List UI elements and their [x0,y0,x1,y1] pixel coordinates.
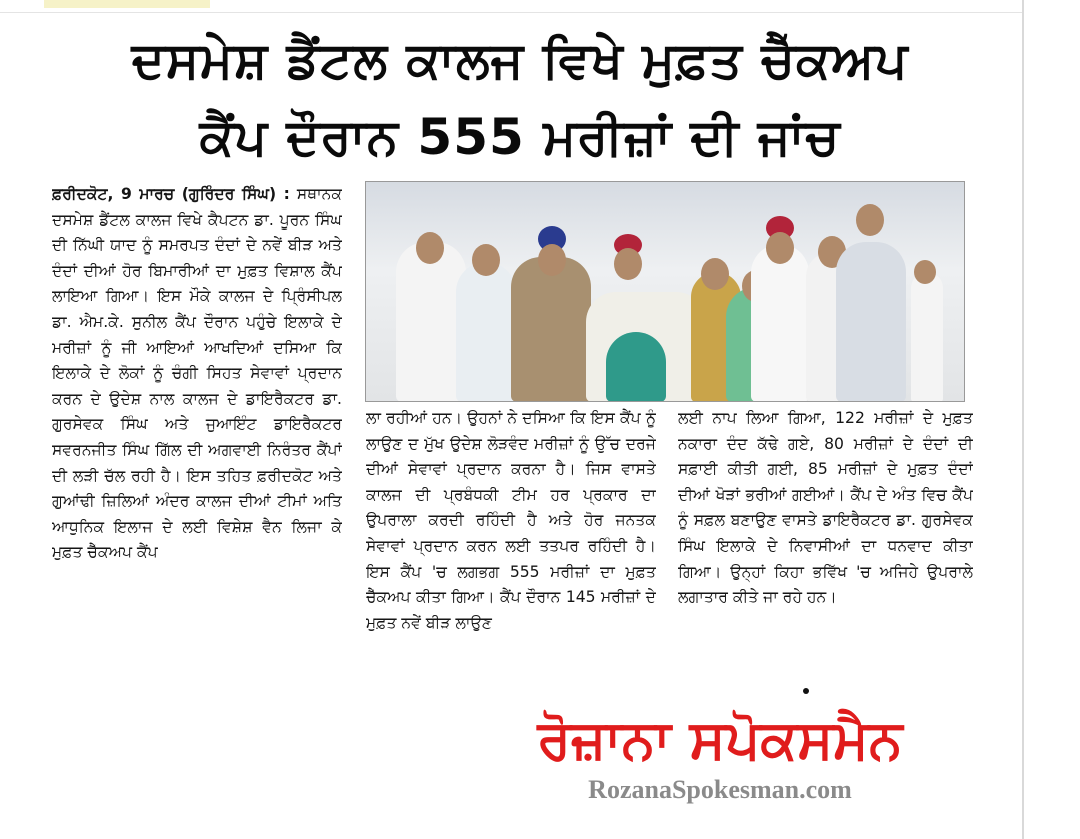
photo-head [766,232,794,264]
photo-patient [606,332,666,402]
headline-line-1: ਦਸਮੇਸ਼ ਡੈਂਟਲ ਕਾਲਜ ਵਿਖੇ ਮੁਫ਼ਤ ਚੈੱਕਅਪ [131,31,909,89]
article-column-2: ਲਾ ਰਹੀਆਂ ਹਨ। ਉਹਨਾਂ ਨੇ ਦਸਿਆ ਕਿ ਇਸ ਕੈਂਪ ਨੂੰ ਲਾਉਣ ਦ ਮੁੱਖ ਉਦੇਸ਼ ਲੋੜਵੰਦ ਮਰੀਜ਼ਾਂ ਨੂੰ ਉੱਚ ਦਰਜੇ ਦੀਆਂ ਸੇਵਾਵਾਂ ਪ੍ਰਦਾਨ ਕਰਨਾ ਹੈ। ਜਿਸ ਵਾਸਤੇ ਕਾਲਜ ਦੀ ਪ੍ਰਬੰਧਕੀ ਟੀਮ ਹਰ ਪ੍ਰਕਾਰ ਦਾ ਉਪਰਾਲਾ ਕਰਦੀ ਰਹਿੰਦੀ ਹੈ ਅਤੇ ਹੋਰ ਜਨਤਕ ਸੇਵਾਵਾਂ ਪ੍ਰਦਾਨ ਕਰਨ ਲਈ ਤਤਪਰ ਰਹਿੰਦੀ ਹੈ। ਇਸ ਕੈਂਪ 'ਚ ਲਗਭਗ 555 ਮਰੀਜ਼ਾਂ ਦਾ ਮੁਫ਼ਤ ਚੈੱਕਅਪ ਕੀਤਾ ਗਿਆ। ਕੈਂਪ ਦੌਰਾਨ 145 ਮਰੀਜ਼ਾਂ ਦੇ ਮੁਫ਼ਤ ਨਵੇਂ ਬੀੜ ਲਾਉਣ [366,409,656,632]
article-column-1 [52,182,342,682]
end-mark [803,688,809,694]
newspaper-url: RozanaSpokesman.com [588,775,852,804]
photo-head [914,260,936,284]
photo-head [416,232,444,264]
article-column-3: ਲਈ ਨਾਪ ਲਿਆ ਗਿਆ, 122 ਮਰੀਜ਼ਾਂ ਦੇ ਮੁਫ਼ਤ ਨਕਾਰਾ ਦੰਦ ਕੱਢੇ ਗਏ, 80 ਮਰੀਜ਼ਾਂ ਦੇ ਦੰਦਾਂ ਦੀ ਸਫ਼ਾਈ ਕੀਤੀ ਗਈ, 85 ਮਰੀਜ਼ਾਂ ਦੇ ਮੁਫ਼ਤ ਦੰਦਾਂ ਦੀਆਂ ਖੋੜਾਂ ਭਰੀਆਂ ਗਈਆਂ। ਕੈਂਪ ਦੇ ਅੰਤ ਵਿਚ ਕੈਂਪ ਨੂੰ ਸਫ਼ਲ ਬਣਾਉਣ ਵਾਸਤੇ ਡਾਇਰੈਕਟਰ ਡਾ. ਗੁਰਸੇਵਕ ਸਿੰਘ ਇਲਾਕੇ ਦੇ ਨਿਵਾਸੀਆਂ ਦਾ ਧਨਵਾਦ ਕੀਤਾ ਗਿਆ। ਉਨ੍ਹਾਂ ਕਿਹਾ ਭਵਿੱਖ 'ਚ ਅਜਿਹੇ ਉਪਰਾਲੇ ਲਗਾਤਾਰ ਕੀਤੇ ਜਾ ਰਹੇ ਹਨ। [678,409,973,607]
photo-head [856,204,884,236]
column-1-text: ਸਥਾਨਕ ਦਸਮੇਸ਼ ਡੈਂਟਲ ਕਾਲਜ ਵਿਖੇ ਕੈਪਟਨ ਡਾ. ਪੂਰਨ ਸਿੰਘ ਦੀ ਨਿੱਘੀ ਯਾਦ ਨੂੰ ਸਮਰਪਤ ਦੰਦਾਂ ਦੇ ਨਵੇਂ ਬੀੜ ਅਤੇ ਦੰਦਾਂ ਦੀਆਂ ਹੋਰ ਬਿਮਾਰੀਆਂ ਦਾ ਮੁਫ਼ਤ ਵਿਸ਼ਾਲ ਕੈਂਪ ਲਾਇਆ ਗਿਆ। ਇਸ ਮੌਕੇ ਕਾਲਜ ਦੇ ਪ੍ਰਿੰਸੀਪਲ ਡਾ. ਐਮ.ਕੇ. ਸੁਨੀਲ ਕੈਂਪ ਦੌਰਾਨ ਪਹੁੰਚੇ ਇਲਾਕੇ ਦੇ ਮਰੀਜ਼ਾਂ ਨੂੰ ਜੀ ਆਇਆਂ ਆਖਦਿਆਂ ਦਸਿਆ ਕਿ ਇਲਾਕੇ ਦੇ ਲੋਕਾਂ ਨੂੰ ਚੰਗੀ ਸਿਹਤ ਸੇਵਾਵਾਂ ਪ੍ਰਦਾਨ ਕਰਨ ਦੇ ਉਦੇਸ਼ ਨਾਲ ਕਾਲਜ ਦੇ ਡਾਇਰੈਕਟਰ ਡਾ. ਗੁਰਸੇਵਕ ਸਿੰਘ ਅਤੇ ਜੁਆਇੰਟ ਡਾਇਰੈਕਟਰ ਸਵਰਨਜੀਤ ਸਿੰਘ ਗਿੱਲ ਦੀ ਅਗਵਾਈ ਨਿਰੰਤਰ ਕੈਂਪਾਂ ਦੀ ਲੜੀ ਚੱਲ ਰਹੀ ਹੈ। ਇਸ ਤਹਿਤ ਫ਼ਰੀਦਕੋਟ ਅਤੇ ਗੁਆਂਢੀ ਜ਼ਿਲਿਆਂ ਅੰਦਰ ਕਾਲਜ ਦੀਆਂ ਟੀਮਾਂ ਅਤਿ ਆਧੁਨਿਕ ਇਲਾਜ ਦੇ ਲਈ ਵਿਸ਼ੇਸ਼ ਵੈਨ ਲਿਜਾ ਕੇ ਮੁਫ਼ਤ ਚੈੱਕਅਪ ਕੈਂਪ [52,185,342,562]
photo-head [538,244,566,276]
photo-person-right-man [836,242,906,402]
top-divider [0,12,1022,13]
top-highlight-strip [44,0,210,8]
photo-person [456,262,516,402]
photo-head [472,244,500,276]
right-margin-rule [1022,0,1024,839]
photo-head [614,248,642,280]
photo-person-center-man [511,257,591,402]
news-photo [365,181,965,402]
headline-line-2: ਕੈਂਪ ਦੌਰਾਨ 555 ਮਰੀਜ਼ਾਂ ਦੀ ਜਾਂਚ [199,108,841,166]
dateline: ਫ਼ਰੀਦਕੋਟ, 9 ਮਾਰਚ (ਗੁਰਿੰਦਰ ਸਿੰਘ) : [52,185,290,203]
photo-person-far-right [911,272,943,402]
newspaper-masthead: ਰੋਜ਼ਾਨਾ ਸਪੋਕਸਮੈਨ [537,708,903,771]
photo-head [701,258,729,290]
photo-person [751,244,809,402]
